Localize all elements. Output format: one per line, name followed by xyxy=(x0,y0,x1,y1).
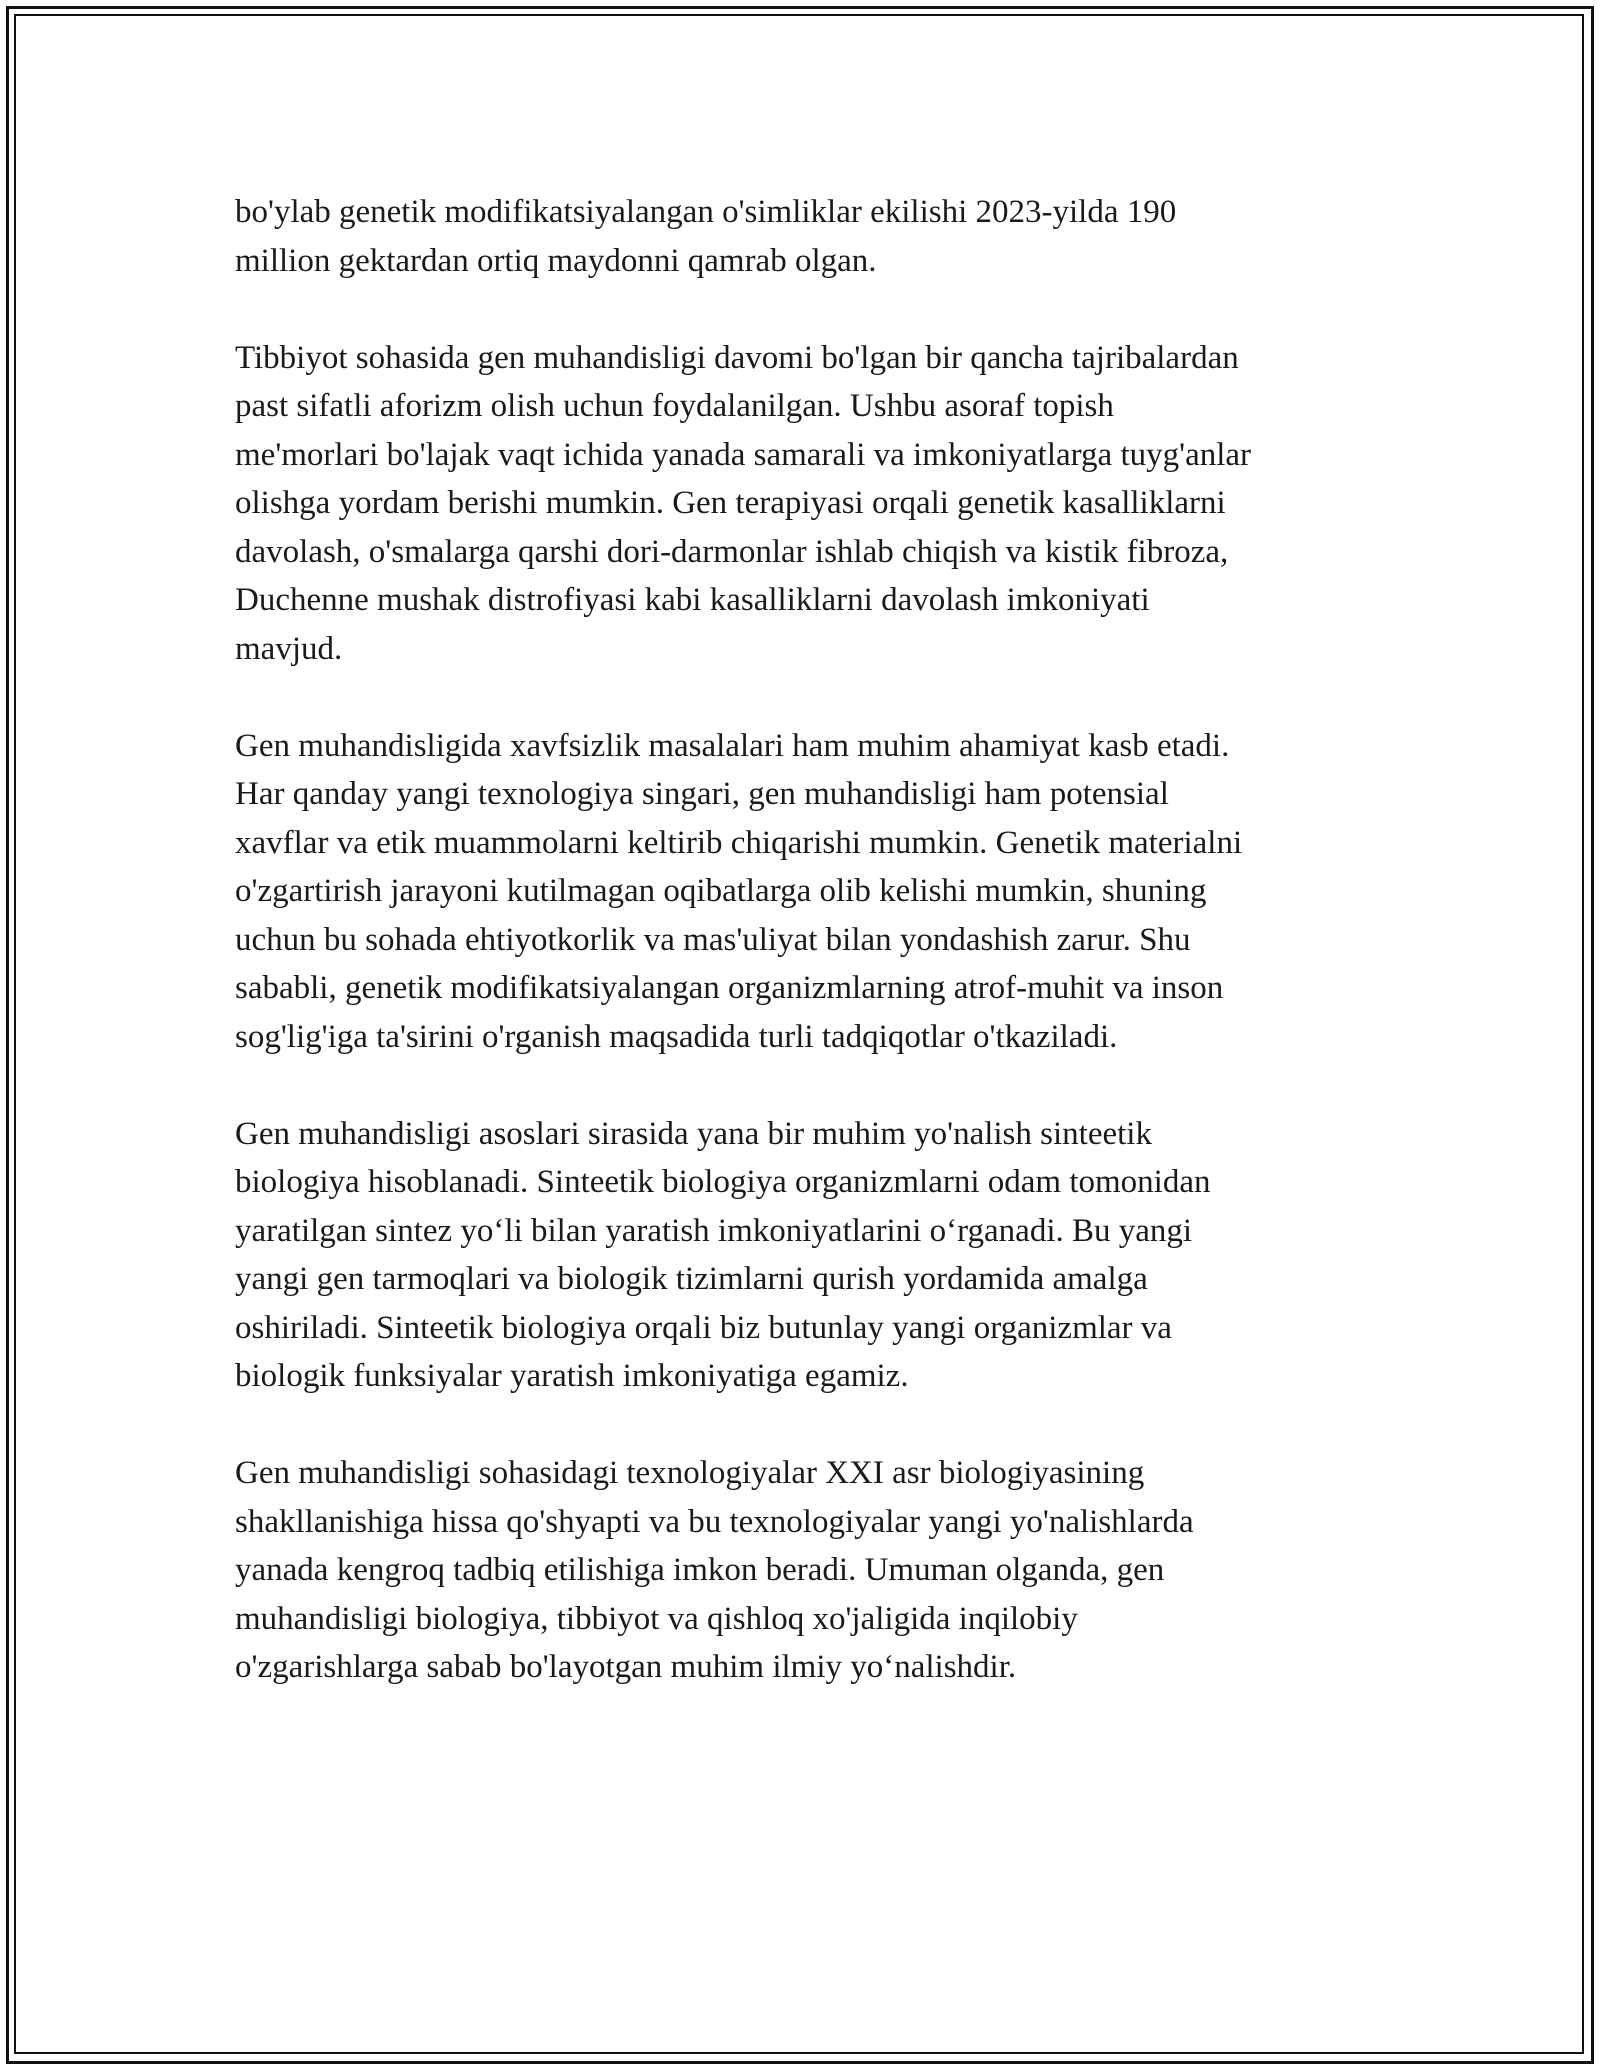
text-line: mavjud. xyxy=(235,630,343,667)
text-line: biologik funksiyalar yaratish imkoniyatiga egamiz. xyxy=(235,1358,909,1394)
text-line: davolash, o'smalarga qarshi dori-darmonlar ishlab chiqish va kistik fibroza, xyxy=(235,533,1229,570)
text-line: olishga yordam berishi mumkin. Gen terapiyasi orqali genetik kasalliklarni xyxy=(235,485,1226,521)
text-line: bo'ylab genetik modifikatsiyalangan o'simliklar ekilishi 2023-yilda 190 xyxy=(235,194,1177,230)
paragraph xyxy=(235,722,1395,1062)
text-line: million gektardan ortiq maydonni qamrab olgan. xyxy=(235,242,877,279)
text-line: yangi gen tarmoqlari va biologik tizimlarni qurish yordamida amalga xyxy=(235,1261,1148,1297)
text-line: Har qanday yangi texnologiya singari, gen muhandisligi ham potensial xyxy=(235,776,1169,812)
text-line: yanada kengroq tadbiq etilishiga imkon beradi. Umuman olganda, gen xyxy=(235,1552,1165,1588)
text-line: Gen muhandisligida xavfsizlik masalalari ham muhim ahamiyat kasb etadi. xyxy=(235,727,1230,764)
text-line: muhandisligi biologiya, tibbiyot va qishloq xo'jaligida inqilobiy xyxy=(235,1600,1078,1637)
text-line: uchun bu sohada ehtiyotkorlik va mas'uliyat bilan yondashish zarur. Shu xyxy=(235,921,1191,958)
text-line: Duchenne mushak distrofiyasi kabi kasalliklarni davolash imkoniyati xyxy=(235,582,1150,618)
text-line: shakllanishiga hissa qo'shyapti va bu texnologiyalar yangi yo'nalishlarda xyxy=(235,1503,1194,1540)
text-line: o'zgarishlarga sabab bo'layotgan muhim ilmiy yo‘nalishdir. xyxy=(235,1649,1017,1685)
text-line: xavflar va etik muammolarni keltirib chiqarishi mumkin. Genetik materialni xyxy=(235,824,1243,861)
text-line: sog'lig'iga ta'sirini o'rganish maqsadida turli tadqiqotlar o'tkaziladi. xyxy=(235,1018,1118,1055)
text-line: Tibbiyot sohasida gen muhandisligi davomi bo'lgan bir qancha tajribalardan xyxy=(235,339,1239,376)
text-line: yaratilgan sintez yo‘li bilan yaratish imkoniyatlarini o‘rganadi. Bu yangi xyxy=(235,1212,1193,1249)
text-line: oshiriladi. Sinteetik biologiya orqali biz butunlay yangi organizmlar va xyxy=(235,1309,1172,1346)
paragraph xyxy=(235,334,1395,674)
text-line: me'morlari bo'lajak vaqt ichida yanada samarali va imkoniyatlarga tuyg'anlar xyxy=(235,436,1252,473)
text-line: past sifatli aforizm olish uchun foydalanilgan. Ushbu asoraf topish xyxy=(235,388,1114,424)
paragraph xyxy=(235,188,1395,285)
text-line: Gen muhandisligi asoslari sirasida yana bir muhim yo'nalish sinteetik xyxy=(235,1115,1152,1152)
paragraph xyxy=(235,1110,1395,1401)
text-line: biologiya hisoblanadi. Sinteetik biologiya organizmlarni odam tomonidan xyxy=(235,1164,1211,1200)
text-line: Gen muhandisligi sohasidagi texnologiyalar XXI asr biologiyasining xyxy=(235,1455,1145,1491)
document-body xyxy=(235,188,1395,1740)
text-line: o'zgartirish jarayoni kutilmagan oqibatlarga olib kelishi mumkin, shuning xyxy=(235,873,1207,909)
text-line: sababli, genetik modifikatsiyalangan organizmlarning atrof-muhit va inson xyxy=(235,970,1224,1006)
paragraph xyxy=(235,1449,1395,1692)
